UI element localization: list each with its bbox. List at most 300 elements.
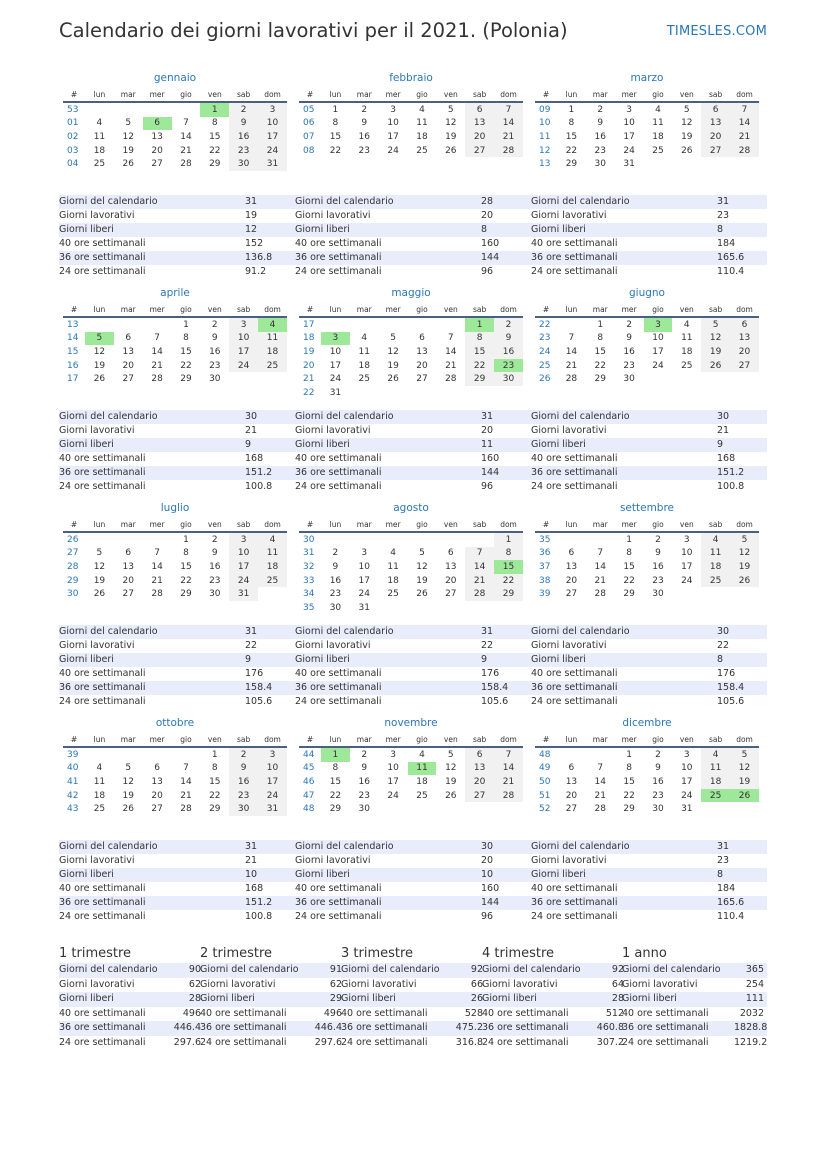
day-cell: 28 (730, 144, 759, 158)
stat-row (59, 237, 295, 251)
weekday-header: gio (408, 303, 437, 317)
stat-label: Giorni liberi (59, 654, 114, 665)
day-cell: 11 (358, 346, 370, 357)
day-cell: 31 (258, 802, 287, 816)
stat-row (59, 910, 295, 924)
stat-label: Giorni del calendario (200, 964, 299, 975)
week-row (535, 574, 759, 588)
month-table (299, 88, 523, 157)
day-cell: 12 (701, 332, 730, 346)
day-cell: 1 (597, 319, 604, 330)
week-row (535, 317, 759, 332)
day-cell: 27 (122, 589, 134, 600)
month-calendar (63, 500, 287, 601)
stat-value: 475.2 (455, 1022, 483, 1033)
stat-row (59, 410, 295, 424)
weekday-header: lun (85, 733, 114, 747)
day-cell: 9 (361, 763, 368, 774)
stat-label: Giorni lavorativi (295, 855, 371, 866)
stat-label: Giorni del calendario (531, 841, 630, 852)
month-calendar (535, 70, 759, 171)
day-cell: 16 (329, 575, 342, 586)
week-row (63, 574, 287, 588)
day-cell: 2 (655, 749, 661, 760)
stat-row (482, 992, 632, 1007)
day-cell: 8 (597, 333, 604, 344)
day-cell: 2 (229, 102, 258, 117)
day-cell (321, 532, 350, 547)
day-cell: 28 (151, 374, 163, 385)
week-row (535, 775, 759, 789)
day-cell: 10 (358, 561, 370, 572)
day-cell: 26 (93, 374, 106, 385)
day-cell: 12 (93, 346, 106, 357)
day-cell: 10 (623, 118, 635, 129)
day-cell: 16 (494, 345, 523, 359)
week-row (299, 372, 523, 386)
stat-value: 31 (481, 626, 494, 637)
stat-value: 62 (329, 978, 342, 990)
weekday-header: dom (494, 733, 523, 747)
weekday-header: dom (494, 518, 523, 532)
week-row (63, 117, 287, 131)
week-row (63, 157, 287, 171)
week-number: 43 (67, 804, 79, 815)
day-cell: 18 (416, 131, 428, 142)
stat-value: 8 (717, 869, 724, 880)
month-table (63, 303, 287, 386)
day-cell: 8 (211, 763, 218, 774)
day-cell (586, 747, 615, 762)
stat-row (531, 840, 767, 854)
week-number: 26 (67, 534, 79, 545)
stat-value: 22 (245, 640, 258, 651)
day-cell: 16 (652, 561, 664, 572)
day-cell: 16 (594, 131, 606, 142)
day-cell: 17 (387, 131, 399, 142)
week-number: 23 (539, 333, 551, 344)
stat-value: 20 (481, 425, 494, 436)
day-cell: 15 (180, 561, 192, 572)
stat-label: 36 ore settimanali (531, 467, 618, 478)
day-cell: 14 (594, 561, 606, 572)
day-cell: 6 (125, 333, 132, 344)
day-cell: 28 (494, 789, 523, 803)
week-row (535, 747, 759, 762)
period-title: 1 anno (622, 946, 667, 961)
stat-label: Giorni lavorativi (531, 425, 607, 436)
day-cell: 19 (122, 145, 134, 156)
week-number: 49 (539, 763, 551, 774)
day-cell: 4 (96, 118, 103, 129)
day-cell: 13 (701, 117, 730, 131)
day-cell: 20 (730, 345, 759, 359)
day-cell: 6 (154, 763, 160, 774)
day-cell: 28 (594, 804, 606, 815)
month-calendar (299, 500, 523, 615)
weekday-header: sab (465, 733, 494, 747)
stat-value: 20 (481, 210, 494, 221)
day-cell: 30 (229, 802, 258, 816)
stat-label: 40 ore settimanali (622, 1007, 709, 1019)
day-cell: 2 (211, 534, 218, 545)
day-cell: 22 (623, 790, 635, 801)
day-cell: 20 (122, 360, 134, 371)
day-cell: 27 (701, 144, 730, 158)
stat-value: 31 (245, 626, 258, 637)
stat-value: 8 (717, 654, 724, 665)
stat-value: 176 (245, 668, 264, 679)
day-cell: 23 (494, 359, 523, 373)
stat-label: 40 ore settimanali (200, 1007, 287, 1019)
day-cell: 1 (626, 749, 632, 760)
day-cell: 29 (329, 804, 342, 815)
week-number: 28 (67, 561, 79, 572)
day-cell: 14 (465, 560, 494, 574)
day-cell: 31 (258, 157, 287, 171)
stat-label: Giorni lavorativi (59, 978, 135, 990)
weekday-header: sab (229, 303, 258, 317)
stat-row (531, 854, 767, 868)
weekday-header: mar (114, 733, 143, 747)
period-summary (482, 945, 632, 1050)
stat-label: 40 ore settimanali (59, 453, 146, 464)
month-name: marzo (630, 72, 664, 84)
weekday-header: mer (379, 733, 408, 747)
week-number: 41 (67, 776, 79, 787)
day-cell: 27 (151, 159, 163, 170)
stat-label: 40 ore settimanali (531, 238, 618, 249)
month-calendar (63, 285, 287, 386)
day-cell: 19 (445, 131, 457, 142)
stat-row (295, 223, 531, 237)
week-number: 40 (67, 763, 79, 774)
stat-label: 24 ore settimanali (531, 696, 618, 707)
stat-row (531, 438, 767, 452)
weekday-header: dom (494, 303, 523, 317)
week-row (63, 560, 287, 574)
day-cell (258, 372, 287, 386)
stat-value: 160 (481, 883, 500, 894)
day-cell: 4 (258, 317, 287, 332)
stat-value: 29 (329, 993, 342, 1004)
stat-label: Giorni liberi (341, 993, 396, 1004)
weekday-header: lun (321, 88, 350, 102)
stat-value: 91.2 (245, 266, 267, 277)
week-number: 03 (67, 145, 79, 156)
week-number: 26 (539, 374, 551, 385)
day-cell: 13 (445, 561, 457, 572)
day-cell (586, 532, 615, 547)
day-cell: 25 (258, 574, 287, 588)
day-cell: 25 (416, 790, 428, 801)
week-number: 19 (303, 346, 315, 357)
day-cell: 5 (447, 104, 454, 115)
day-cell: 26 (730, 789, 759, 803)
day-cell: 16 (358, 776, 370, 787)
day-cell (557, 317, 586, 332)
stat-label: Giorni del calendario (531, 626, 630, 637)
day-cell: 25 (358, 374, 370, 385)
weekday-header: mer (143, 303, 172, 317)
week-number: 46 (303, 776, 315, 787)
stat-row (200, 963, 350, 978)
week-number: 48 (539, 749, 551, 760)
day-cell (114, 317, 143, 332)
day-cell: 10 (681, 763, 693, 774)
stat-value: 92 (611, 964, 624, 975)
day-cell: 21 (594, 575, 606, 586)
month-calendar (535, 285, 759, 386)
stat-row (295, 625, 531, 639)
stat-value: 110.4 (717, 911, 745, 922)
day-cell: 1 (626, 534, 632, 545)
stat-row (59, 438, 295, 452)
week-row (299, 747, 523, 762)
day-cell: 30 (494, 372, 523, 386)
day-cell: 2 (626, 319, 632, 330)
day-cell: 22 (180, 575, 192, 586)
stat-value: 100.8 (245, 481, 273, 492)
day-cell: 25 (93, 804, 106, 815)
month-table (63, 518, 287, 601)
stat-value: 21 (717, 425, 730, 436)
day-cell: 28 (465, 587, 494, 601)
stat-label: Giorni liberi (531, 439, 586, 450)
month-stats (59, 625, 295, 709)
day-cell: 15 (494, 560, 523, 574)
month-name: giugno (629, 287, 665, 299)
stat-row (482, 963, 632, 978)
stat-value: 158.4 (481, 682, 509, 693)
day-cell: 27 (565, 804, 578, 815)
weekday-header: mar (114, 303, 143, 317)
week-row (63, 762, 287, 776)
stat-label: Giorni del calendario (295, 841, 394, 852)
stat-label: 24 ore settimanali (295, 911, 382, 922)
day-cell: 23 (594, 145, 606, 156)
day-cell: 27 (416, 374, 428, 385)
stat-label: 40 ore settimanali (59, 1007, 146, 1019)
day-cell: 17 (229, 560, 258, 574)
week-number-header: # (535, 518, 557, 532)
stat-label: Giorni lavorativi (341, 978, 417, 990)
day-cell: 22 (465, 359, 494, 373)
stat-value: 30 (717, 626, 730, 637)
day-cell: 7 (154, 548, 160, 559)
day-cell: 10 (258, 762, 287, 776)
week-row (63, 130, 287, 144)
stat-label: Giorni lavorativi (622, 978, 698, 990)
day-cell: 4 (258, 532, 287, 547)
weekday-header: dom (258, 518, 287, 532)
day-cell (143, 532, 172, 547)
day-cell: 3 (258, 747, 287, 762)
day-cell: 23 (329, 589, 342, 600)
week-row (63, 332, 287, 346)
stat-label: Giorni liberi (59, 993, 114, 1004)
week-number: 18 (303, 333, 315, 344)
stat-value: 9 (481, 654, 488, 665)
day-cell (408, 601, 437, 615)
day-cell: 5 (125, 763, 132, 774)
stat-row (295, 695, 531, 709)
day-cell: 24 (258, 144, 287, 158)
weekday-header: mar (350, 88, 379, 102)
weekday-header: sab (229, 518, 258, 532)
stat-row (531, 882, 767, 896)
week-row (63, 547, 287, 561)
day-cell: 28 (180, 159, 192, 170)
day-cell: 19 (387, 360, 399, 371)
weekday-header: gio (408, 518, 437, 532)
week-row (299, 130, 523, 144)
stat-row (295, 653, 531, 667)
stat-row (295, 195, 531, 209)
weekday-header: gio (408, 733, 437, 747)
day-cell (436, 317, 465, 332)
day-cell: 19 (701, 345, 730, 359)
month-calendar (535, 715, 759, 816)
day-cell: 9 (229, 117, 258, 131)
weekday-header: sab (465, 88, 494, 102)
day-cell: 10 (387, 763, 399, 774)
period-summaries (59, 945, 769, 1055)
week-number: 29 (67, 575, 79, 586)
stat-label: Giorni liberi (295, 224, 350, 235)
day-cell: 11 (681, 333, 693, 344)
day-cell (730, 157, 759, 171)
week-row (535, 532, 759, 547)
week-number: 10 (539, 118, 551, 129)
day-cell: 26 (445, 145, 457, 156)
day-cell: 18 (681, 346, 693, 357)
stat-label: 36 ore settimanali (531, 252, 618, 263)
day-cell: 5 (96, 548, 103, 559)
day-cell (229, 372, 258, 386)
day-cell: 15 (565, 131, 578, 142)
day-cell (85, 102, 114, 117)
stat-row (59, 639, 295, 653)
stat-row (59, 452, 295, 466)
day-cell: 17 (623, 131, 635, 142)
week-row (535, 587, 759, 601)
day-cell: 18 (416, 776, 428, 787)
day-cell: 22 (594, 360, 606, 371)
day-cell: 5 (701, 317, 730, 332)
stat-value: 9 (245, 654, 252, 665)
day-cell: 25 (93, 159, 106, 170)
day-cell: 19 (416, 575, 428, 586)
day-cell: 12 (93, 561, 106, 572)
stat-row (59, 1007, 209, 1022)
stat-value: 168 (245, 453, 264, 464)
week-row (299, 386, 523, 400)
stat-value: 64 (611, 978, 624, 990)
stat-label: Giorni lavorativi (59, 425, 135, 436)
day-cell: 13 (465, 117, 494, 131)
weekday-header: ven (200, 303, 229, 317)
stat-row (59, 667, 295, 681)
stat-row (531, 424, 767, 438)
stat-label: 36 ore settimanali (531, 897, 618, 908)
day-cell: 6 (447, 548, 454, 559)
day-cell: 14 (151, 561, 163, 572)
week-number: 52 (539, 804, 551, 815)
day-cell: 29 (623, 589, 635, 600)
stat-value: 460.8 (596, 1022, 624, 1033)
stat-label: 40 ore settimanali (482, 1007, 569, 1019)
weekday-header: dom (730, 733, 759, 747)
stat-row (531, 653, 767, 667)
week-row (63, 102, 287, 117)
weekday-header: mer (615, 518, 644, 532)
day-cell: 23 (358, 790, 370, 801)
week-number: 44 (303, 749, 315, 760)
day-cell: 19 (445, 776, 457, 787)
weekday-header: mar (350, 518, 379, 532)
day-cell: 14 (445, 346, 457, 357)
stat-value: 496 (323, 1007, 342, 1019)
day-cell: 20 (445, 575, 457, 586)
month-name: dicembre (622, 717, 672, 729)
day-cell: 1 (494, 532, 523, 547)
day-cell (350, 386, 379, 400)
stat-value: 160 (481, 453, 500, 464)
week-number: 30 (67, 589, 79, 600)
day-cell: 3 (321, 332, 350, 346)
day-cell: 24 (652, 360, 664, 371)
weekday-header: lun (85, 518, 114, 532)
day-cell: 21 (594, 790, 606, 801)
stat-row (482, 1036, 632, 1051)
stat-value: 31 (481, 411, 494, 422)
stat-label: Giorni liberi (531, 654, 586, 665)
week-number: 14 (67, 333, 79, 344)
week-row (299, 345, 523, 359)
month-name: novembre (384, 717, 438, 729)
day-cell: 29 (180, 374, 192, 385)
stat-value: 160 (481, 238, 500, 249)
day-cell: 6 (125, 548, 132, 559)
day-cell: 30 (358, 804, 370, 815)
site-brand-link[interactable]: TIMESLES.COM (666, 24, 767, 39)
stat-value: 10 (481, 869, 494, 880)
stat-row (295, 639, 531, 653)
stat-label: 36 ore settimanali (295, 682, 382, 693)
weekday-header: mar (350, 733, 379, 747)
stat-row (59, 424, 295, 438)
day-cell: 28 (594, 589, 606, 600)
day-cell (701, 587, 730, 601)
day-cell: 25 (258, 359, 287, 373)
week-row (299, 332, 523, 346)
day-cell: 31 (229, 587, 258, 601)
day-cell: 19 (730, 775, 759, 789)
day-cell: 14 (180, 131, 192, 142)
day-cell (379, 386, 408, 400)
day-cell: 3 (683, 534, 690, 545)
stat-label: Giorni lavorativi (482, 978, 558, 990)
stat-value: 96 (481, 481, 494, 492)
day-cell: 30 (652, 804, 664, 815)
day-cell: 21 (494, 775, 523, 789)
stat-value: 100.8 (717, 481, 745, 492)
stat-label: Giorni liberi (59, 224, 114, 235)
week-row (299, 359, 523, 373)
weekday-header: lun (85, 88, 114, 102)
day-cell: 7 (597, 763, 604, 774)
